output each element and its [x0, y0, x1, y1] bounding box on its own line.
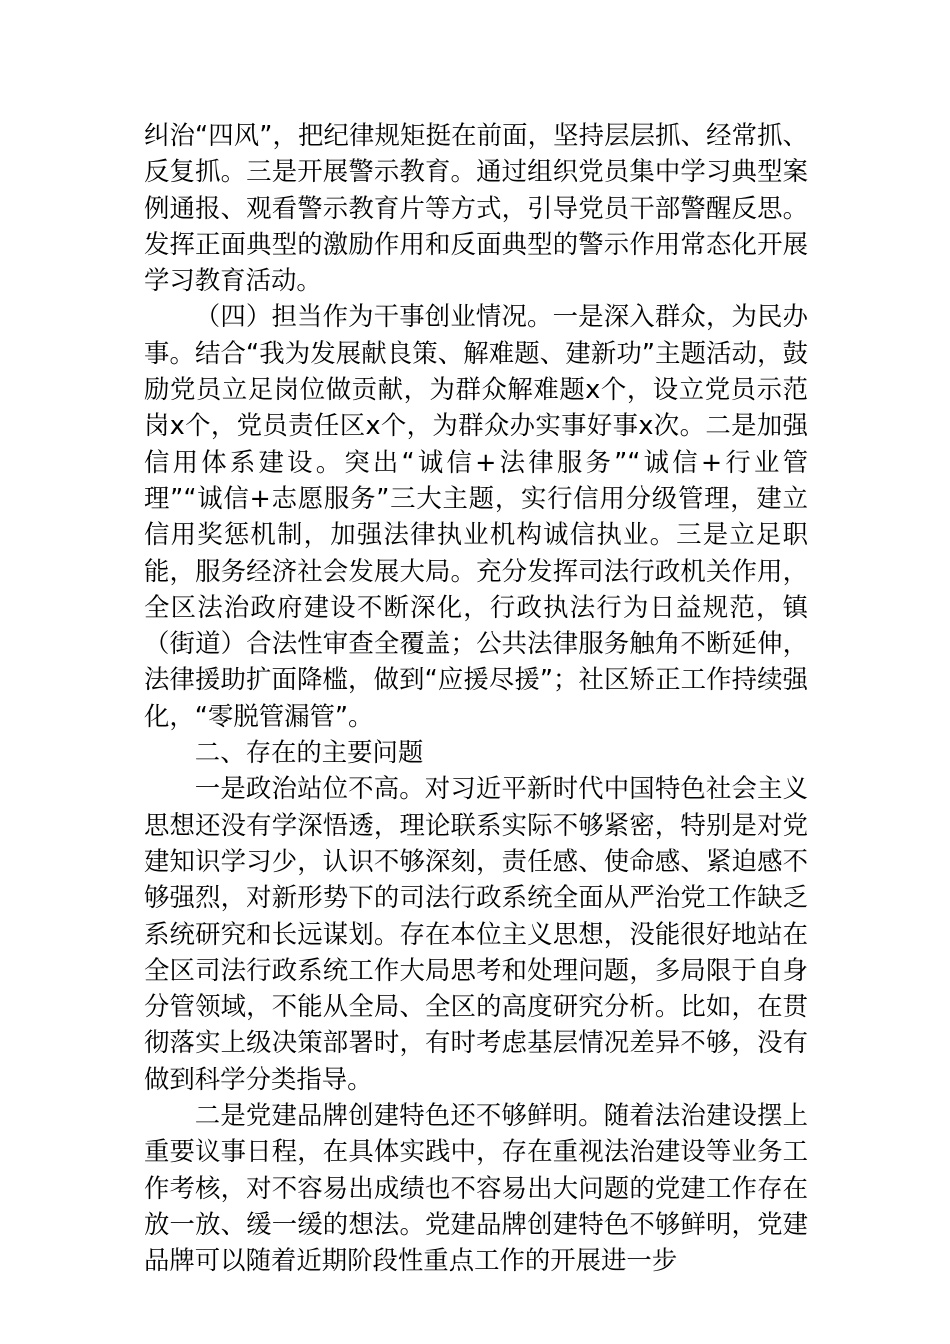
paragraph-1: 纠治“四风”，把纪律规矩挺在前面，坚持层层抓、经常抓、反复抓。三是开展警示教育。通过组织党员集中学习典型案例通报、观看警示教育片等方式，引导党员干部警醒反思。发挥正面典型的激励作用和反面典型的警示作用常态化开展学习教育活动。: [144, 120, 808, 296]
paragraph-3: 一是政治站位不高。对习近平新时代中国特色社会主义思想还没有学深悟透，理论联系实际不够紧密，特别是对党建知识学习少，认识不够深刻，责任感、使命感、紧迫感不够强烈，对新形势下的司法行政系统全面从严治党工作缺乏系统研究和长远谋划。存在本位主义思想，没能很好地站在全区司法行政系统工作大局思考和处理问题，多局限于自身分管领域，不能从全局、全区的高度研究分析。比如，在贯彻落实上级决策部署时，有时考虑基层情况差异不够，没有做到科学分类指导。: [144, 773, 808, 1094]
section-heading: 二、存在的主要问题: [194, 737, 424, 768]
paragraph-4: 二是党建品牌创建特色还不够鲜明。随着法治建设摆上重要议事日程，在具体实践中，存在重视法治建设等业务工作考核，对不容易出成绩也不容易出大问题的党建工作存在放一放、缓一缓的想法。党建品牌创建特色不够鲜明，党建品牌可以随着近期阶段性重点工作的开展进一步: [144, 1100, 808, 1276]
document-page: [144, 117, 808, 1279]
paragraph-2: （四）担当作为干事创业情况。一是深入群众，为民办事。结合“我为发展献良策、解难题、建新功”主题活动，鼓励党员立足岗位做贡献，为群众解难题x个，设立党员示范岗x个，党员责任区x个，为群众办实事好事x次。二是加强信用体系建设。突出“诚信+法律服务”“诚信+行业管理”“诚信+志愿服务”三大主题，实行信用分级管理，建立信用奖惩机制，加强法律执业机构诚信执业。三是立足职能，服务经济社会发展大局。充分发挥司法行政机关作用，全区法治政府建设不断深化，行政执法行为日益规范，镇（街道）合法性审查全覆盖；公共法律服务触角不断延伸，法律援助扩面降槛，做到“应援尽援”；社区矫正工作持续强化，“零脱管漏管”。: [144, 301, 808, 731]
